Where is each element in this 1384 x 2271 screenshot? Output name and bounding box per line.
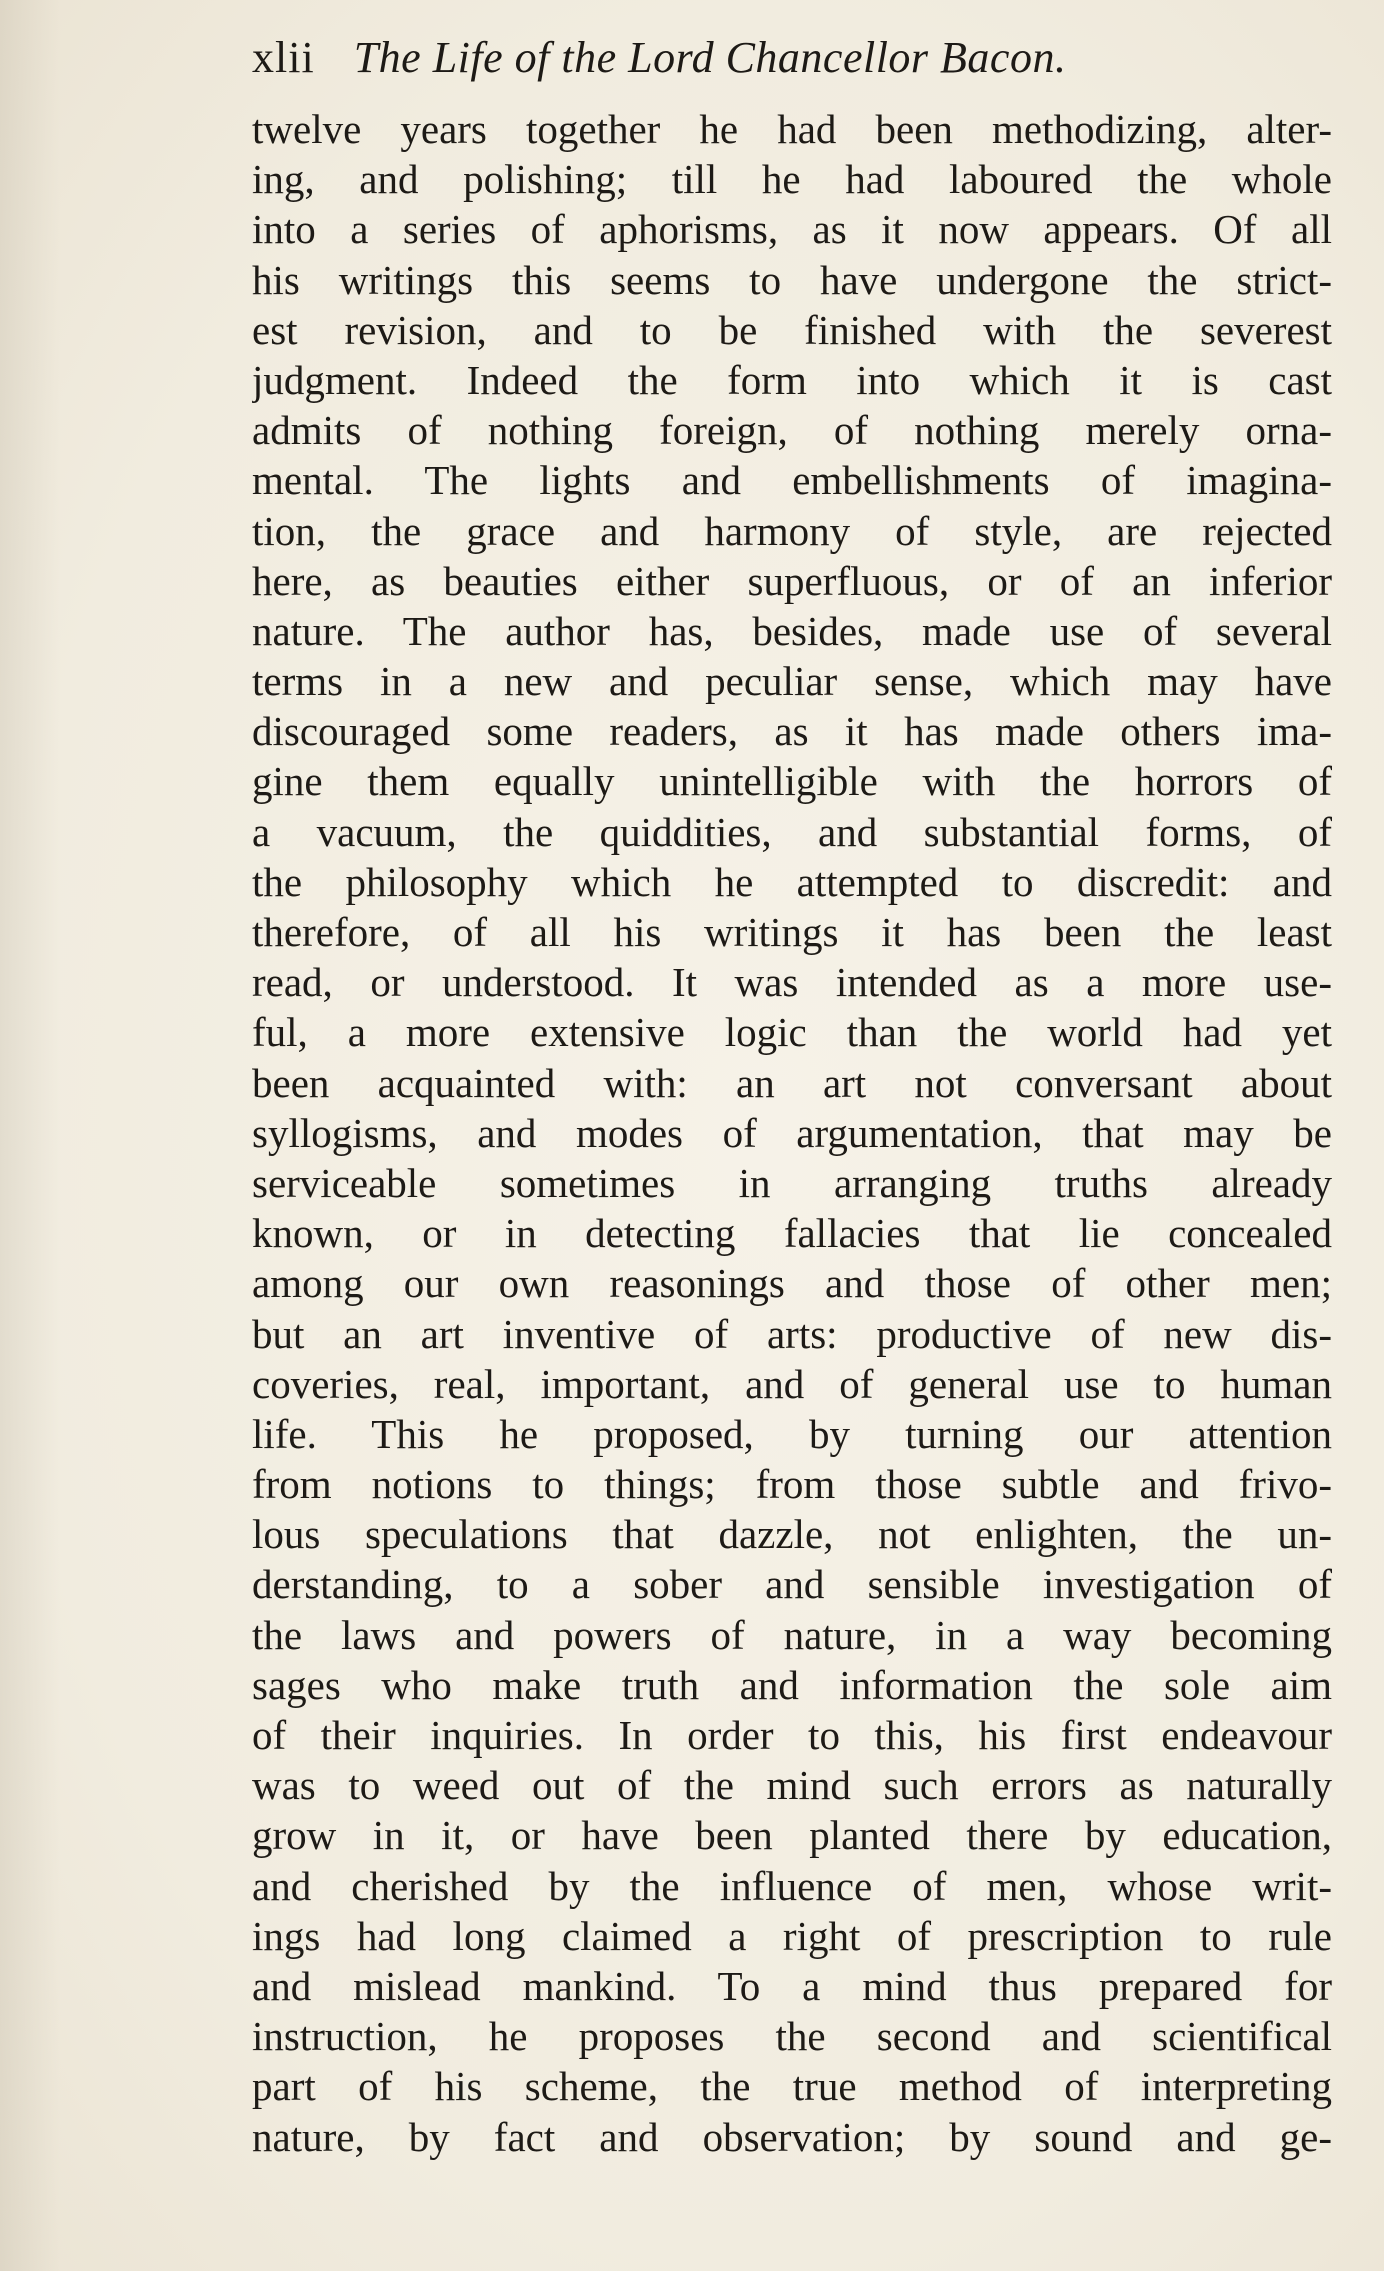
text-line: of their inquiries. In order to this, his first endeavour	[252, 1712, 1332, 1758]
page-number: xlii	[252, 33, 315, 82]
text-line: tion, the grace and harmony of style, are rejected	[252, 507, 1332, 554]
text-line: coveries, real, important, and of general use to human	[252, 1360, 1332, 1407]
running-title: The Life of the Lord Chancellor Bacon.	[353, 33, 1067, 82]
text-line: syllogisms, and modes of argumentation, that may be	[252, 1109, 1332, 1156]
text-line: the philosophy which he attempted to discredit: and	[252, 858, 1332, 905]
text-line: twelve years together he had been methodizing, alter-	[252, 106, 1332, 152]
text-line: judgment. Indeed the form into which it is cast	[252, 356, 1332, 403]
text-line: discouraged some readers, as it has made others ima-	[252, 708, 1332, 755]
body-text	[252, 104, 1332, 2162]
text-line: and cherished by the influence of men, whose writ-	[252, 1862, 1332, 1909]
text-line: but an art inventive of arts: productive of new dis-	[252, 1310, 1332, 1357]
text-line: therefore, of all his writings it has been the least	[252, 909, 1332, 955]
text-line: been acquainted with: an art not conversant about	[252, 1059, 1332, 1106]
text-line: mental. The lights and embellishments of imagina-	[252, 457, 1332, 504]
text-line: serviceable sometimes in arranging truths already	[252, 1159, 1332, 1206]
text-line: ings had long claimed a right of prescription to rule	[252, 1912, 1332, 1959]
text-line: among our own reasonings and those of other men;	[252, 1260, 1332, 1307]
text-line: instruction, he proposes the second and scientifical	[252, 2013, 1332, 2060]
text-line: from notions to things; from those subtle and frivo-	[252, 1461, 1332, 1508]
text-line: a vacuum, the quiddities, and substantial forms, of	[252, 808, 1332, 855]
text-line: derstanding, to a sober and sensible investigation of	[252, 1561, 1332, 1608]
text-line: read, or understood. It was intended as a more use-	[252, 959, 1332, 1006]
text-line: known, or in detecting fallacies that lie concealed	[252, 1210, 1332, 1257]
text-line: ing, and polishing; till he had laboured the whole	[252, 156, 1332, 203]
text-line: est revision, and to be finished with the severest	[252, 306, 1332, 353]
text-line: sages who make truth and information the sole aim	[252, 1661, 1332, 1708]
gutter-shadow	[0, 0, 60, 2271]
text-line: ful, a more extensive logic than the world had yet	[252, 1009, 1332, 1056]
text-line: the laws and powers of nature, in a way becoming	[252, 1611, 1332, 1658]
text-line: lous speculations that dazzle, not enlighten, the un-	[252, 1511, 1332, 1558]
text-line: admits of nothing foreign, of nothing merely orna-	[252, 407, 1332, 454]
text-line: into a series of aphorisms, as it now appears. Of all	[252, 206, 1332, 253]
text-line: gine them equally unintelligible with the horrors of	[252, 758, 1332, 805]
text-line: nature. The author has, besides, made use of several	[252, 607, 1332, 654]
text-line: was to weed out of the mind such errors as naturally	[252, 1762, 1332, 1809]
text-line: his writings this seems to have undergone the strict-	[252, 256, 1332, 303]
text-line: grow in it, or have been planted there by education,	[252, 1812, 1332, 1859]
text-line: terms in a new and peculiar sense, which may have	[252, 658, 1332, 705]
text-line: nature, by fact and observation; by sound and ge-	[252, 2113, 1332, 2160]
text-line: part of his scheme, the true method of interpreting	[252, 2063, 1332, 2110]
text-line: life. This he proposed, by turning our attention	[252, 1410, 1332, 1457]
text-line: and mislead mankind. To a mind thus prepared for	[252, 1962, 1332, 2009]
text-line: here, as beauties either superfluous, or of an inferior	[252, 557, 1332, 604]
running-header	[252, 28, 1332, 88]
